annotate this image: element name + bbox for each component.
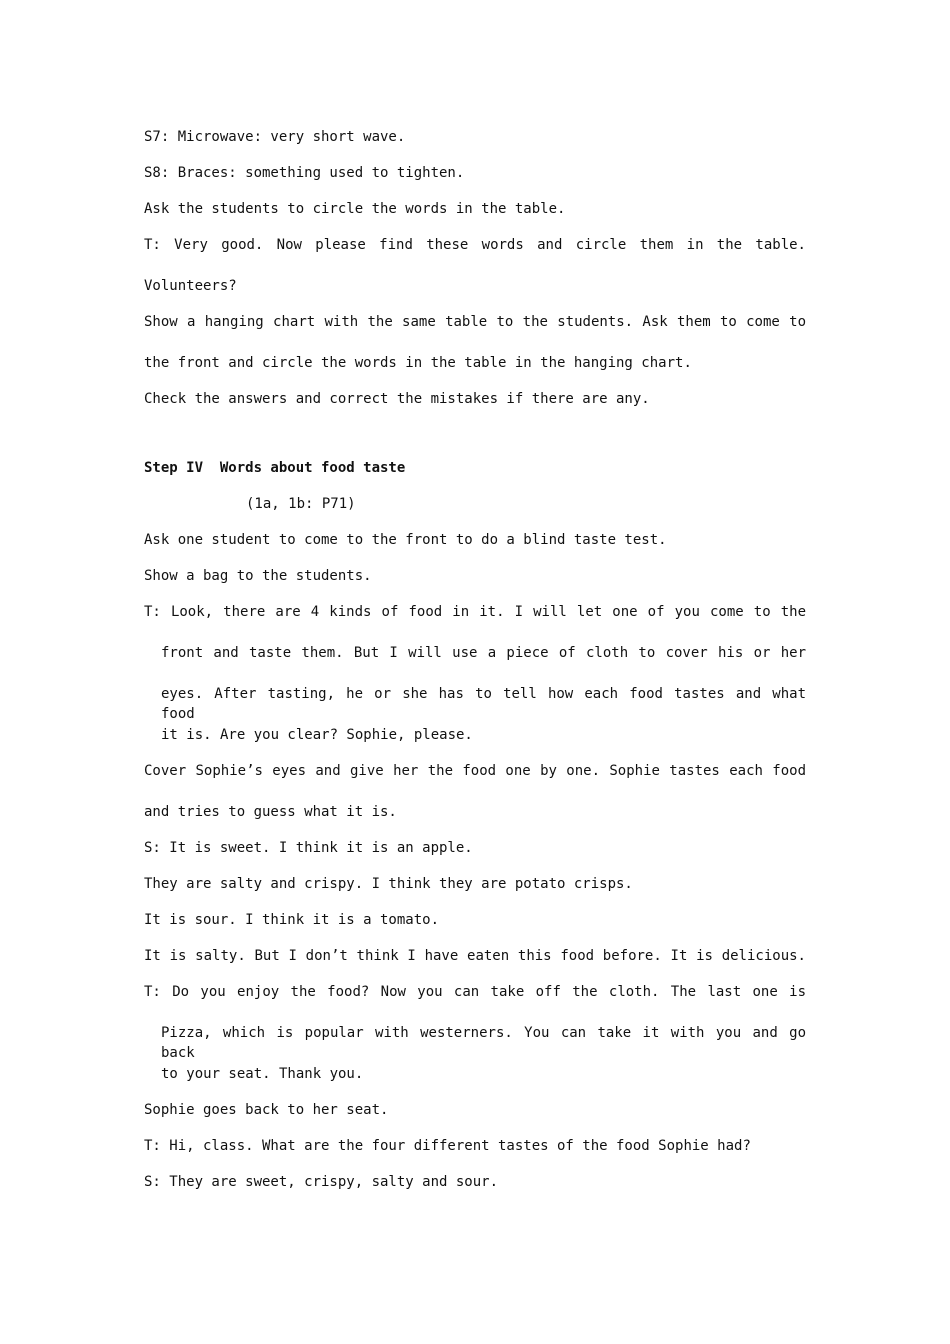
text-line-show-bag: Show a bag to the students.	[144, 568, 372, 584]
text-line-s7: S7: Microwave: very short wave.	[144, 129, 406, 145]
text-line-teacher-find: T: Very good. Now please find these words and circle them in the table.	[144, 237, 806, 253]
text-line-volunteers: Volunteers?	[144, 278, 237, 294]
text-line-teacher-look: T: Look, there are 4 kinds of food in it. I will let one of you come to the	[144, 604, 806, 620]
text-line-potato-crisps: They are salty and crispy. I think they are potato crisps.	[144, 876, 633, 892]
text-line-ask-circle: Ask the students to circle the words in the table.	[144, 201, 566, 217]
text-line-front-taste: front and taste them. But I will use a piece of cloth to cover his or her	[161, 645, 806, 661]
text-line-salty-delicious: It is salty. But I don’t think I have eaten this food before. It is delicious.	[144, 948, 806, 964]
text-line-sweet-apple: S: It is sweet. I think it is an apple.	[144, 840, 473, 856]
text-line-are-you-clear: it is. Are you clear? Sophie, please.	[161, 727, 473, 743]
text-line-tries-guess: and tries to guess what it is.	[144, 804, 397, 820]
text-line-hanging-chart: Show a hanging chart with the same table to the students. Ask them to come to	[144, 314, 806, 330]
text-line-answer-tastes: S: They are sweet, crispy, salty and sour.	[144, 1174, 499, 1190]
text-line-goes-back: Sophie goes back to her seat.	[144, 1102, 389, 1118]
section-subheading-reference: (1a, 1b: P71)	[246, 496, 356, 512]
text-line-four-tastes: T: Hi, class. What are the four different tastes of the food Sophie had?	[144, 1138, 751, 1154]
text-line-front-circle: the front and circle the words in the table in the hanging chart.	[144, 355, 692, 371]
text-line-eyes-tasting: eyes. After tasting, he or she has to tell how each food tastes and what food	[161, 686, 806, 722]
text-line-sour-tomato: It is sour. I think it is a tomato.	[144, 912, 440, 928]
text-line-blind-taste: Ask one student to come to the front to do a blind taste test.	[144, 532, 667, 548]
text-line-s8: S8: Braces: something used to tighten.	[144, 165, 465, 181]
text-line-check-answers: Check the answers and correct the mistakes if there are any.	[144, 391, 650, 407]
text-line-pizza: Pizza, which is popular with westerners. You can take it with you and go back	[161, 1025, 806, 1061]
text-line-cover-eyes: Cover Sophie’s eyes and give her the food one by one. Sophie tastes each food	[144, 763, 806, 779]
section-heading-step-iv: Step IV Words about food taste	[144, 460, 406, 476]
text-line-your-seat: to your seat. Thank you.	[161, 1066, 364, 1082]
text-line-enjoy-food: T: Do you enjoy the food? Now you can take off the cloth. The last one is	[144, 984, 806, 1000]
